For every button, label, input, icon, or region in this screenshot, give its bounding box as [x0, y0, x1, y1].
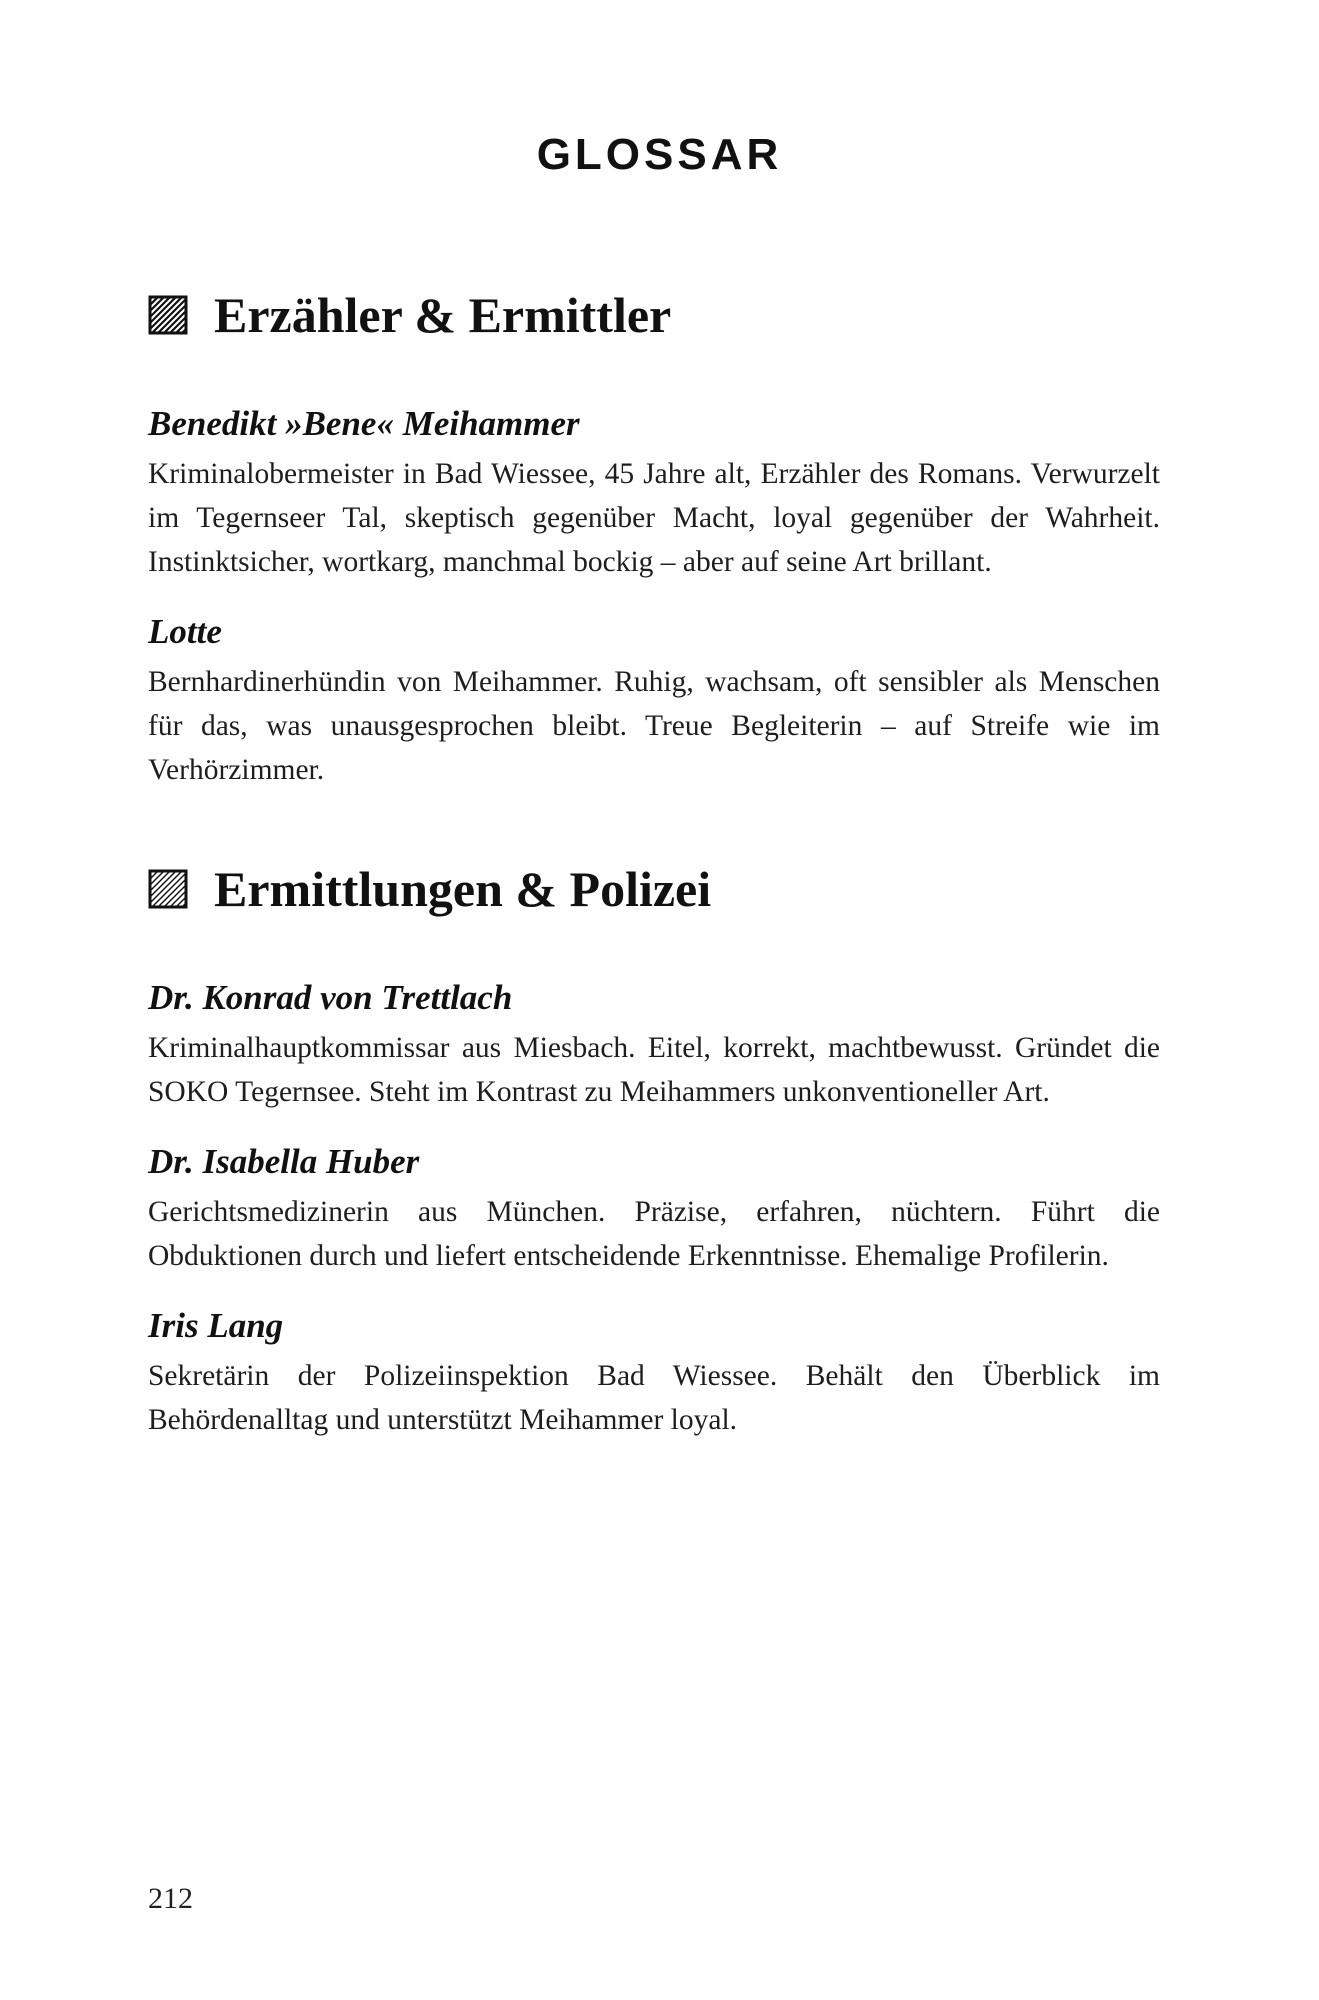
page-number: 212 [148, 1882, 193, 1915]
entry-description: Bernhardinerhündin von Meihammer. Ruhig, wachsam, oft sensibler als Menschen für das, was unausgesprochen bleibt. Treue Begleiterin – auf Streife wie im Verhörzimmer. [148, 666, 1160, 786]
glossary-content [148, 287, 1160, 1442]
hatched-square-icon [148, 295, 188, 335]
entry-description: Sekretärin der Polizeiinspektion Bad Wiessee. Behält den Überblick im Behördenalltag und unterstützt Meihammer loyal. [148, 1360, 1160, 1436]
section-heading [148, 861, 1160, 917]
section-title: Ermittlungen & Polizei [214, 861, 712, 917]
entry-description: Kriminalobermeister in Bad Wiessee, 45 Jahre alt, Erzähler des Romans. Verwurzelt im Tegernseer Tal, skeptisch gegenüber Macht, loyal gegenüber der Wahrheit. Instinktsicher, wortkarg, manchmal bockig – aber auf seine Art brillant. [148, 458, 1160, 578]
entry-description: Kriminalhauptkommissar aus Miesbach. Eitel, korrekt, machtbewusst. Gründet die SOKO Tegernsee. Steht im Kontrast zu Meihammers unkonventioneller Art. [148, 1032, 1160, 1108]
glossary-entry [148, 610, 1160, 792]
entry-name: Iris Lang [148, 1306, 284, 1345]
entry-name: Lotte [148, 612, 222, 651]
entry-name: Dr. Konrad von Trettlach [148, 978, 513, 1017]
section-heading [148, 287, 1160, 343]
entry-name: Benedikt »Bene« Meihammer [148, 404, 580, 443]
entry-description: Gerichtsmedizinerin aus München. Präzise, erfahren, nüchtern. Führt die Obduktionen durch und liefert entscheidende Erkenntnisse. Ehemalige Profilerin. [148, 1196, 1160, 1272]
glossary-entry [148, 402, 1160, 584]
glossary-entry [148, 1140, 1160, 1278]
section-ermittlungen-polizei [148, 861, 1160, 1442]
page-title: GLOSSAR [536, 130, 783, 179]
entry-name: Dr. Isabella Huber [148, 1142, 420, 1181]
hatched-square-icon [148, 869, 188, 909]
section-title: Erzähler & Ermittler [214, 287, 672, 343]
glossary-entry [148, 976, 1160, 1114]
glossary-entry [148, 1304, 1160, 1442]
section-erzaehler-ermittler [148, 287, 1160, 792]
